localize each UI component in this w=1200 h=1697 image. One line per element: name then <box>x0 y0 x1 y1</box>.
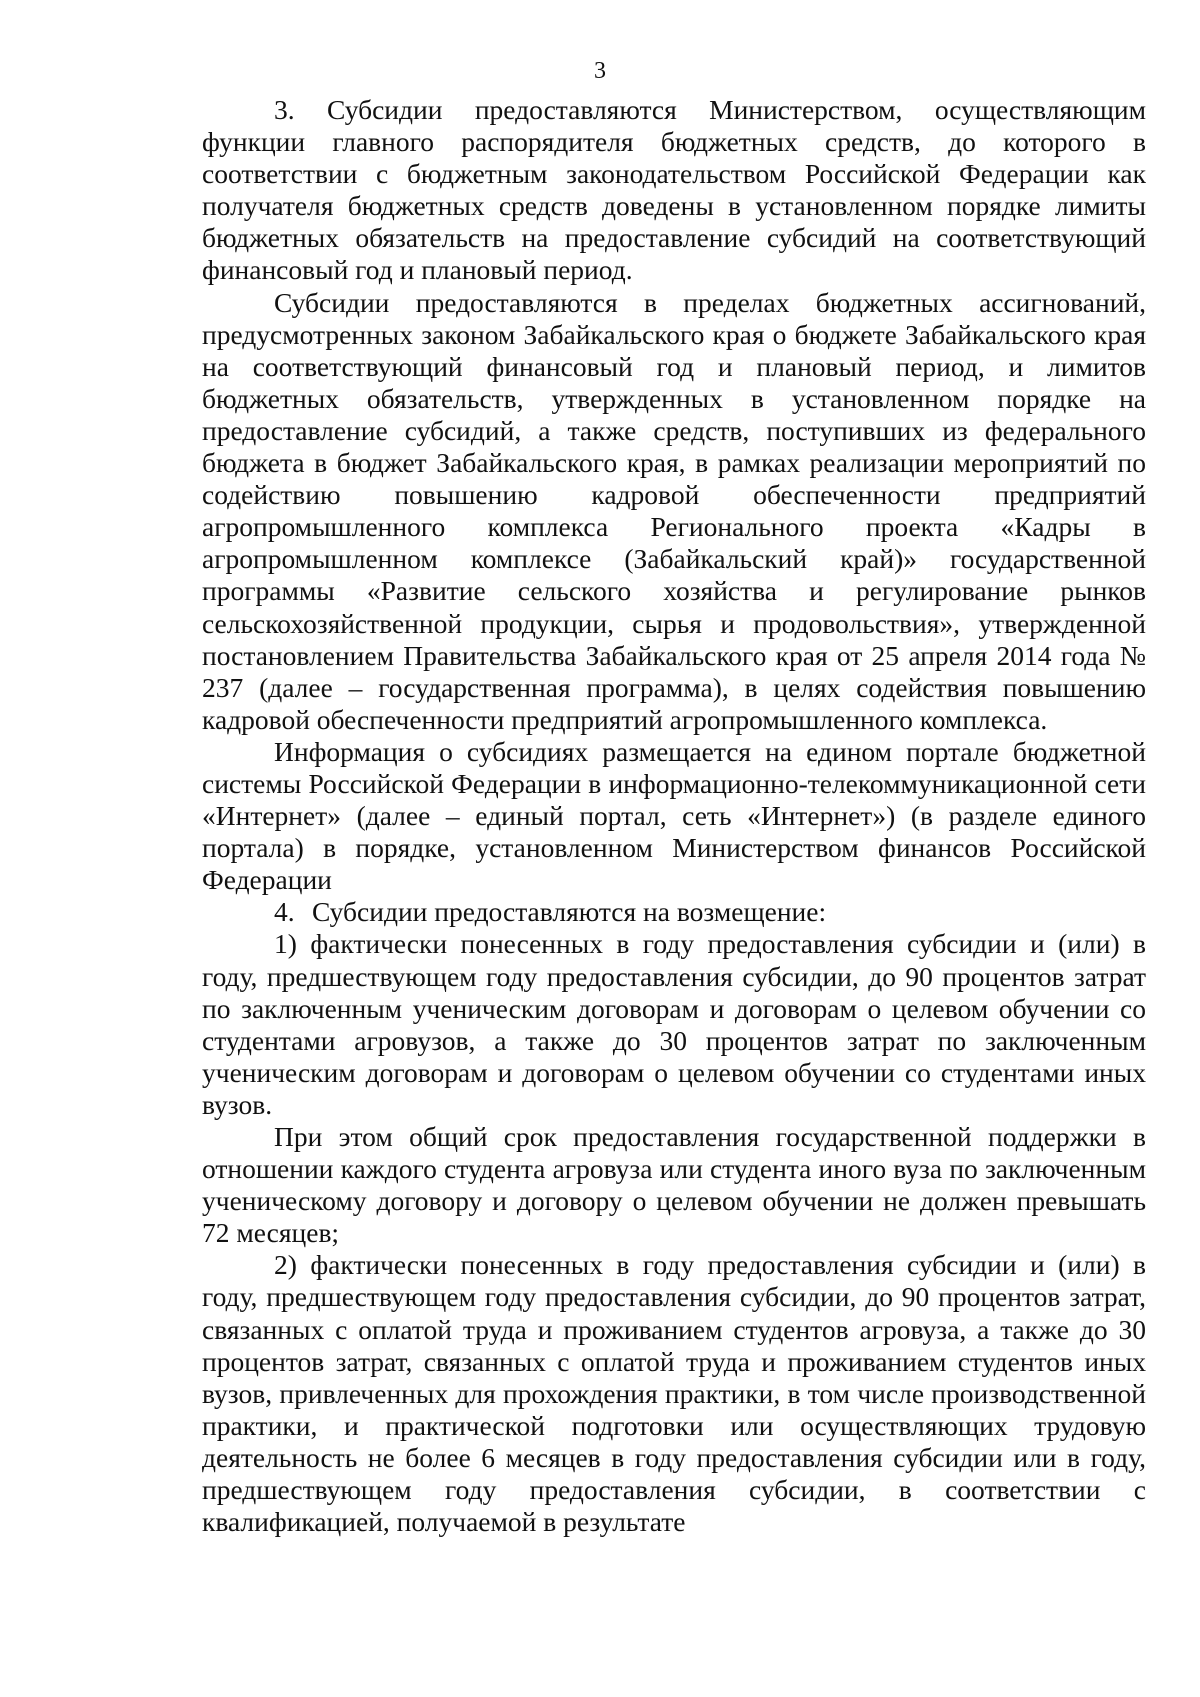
page-number: 3 <box>594 58 606 84</box>
paragraph-clause-3: 3. Субсидии предоставляются Министерством, осуществляющим функции главного распорядителя бюджетных средств, до которого в соответствии с бюджетным законодательством Российской Федерации как получателя бюджетных средств доведены в установленном порядке лимиты бюджетных обязательств на предоставление субсидий на соответствующий финансовый год и плановый период. <box>202 94 1146 286</box>
paragraph-support-term: При этом общий срок предоставления государственной поддержки в отношении каждого студента агровуза или студента иного вуза по заключенным ученическому договору и договору о целевом обучении не должен превышать 72 месяцев; <box>202 1121 1146 1249</box>
paragraph-subsidy-limits: Субсидии предоставляются в пределах бюджетных ассигнований, предусмотренных законом Забайкальского края о бюджете Забайкальского края на соответствующий финансовый год и плановый период, и лимитов бюджетных обязательств, утвержденных в установленном порядке на предоставление субсидий, а также средств, поступивших из федерального бюджета в бюджет Забайкальского края, в рамках реализации мероприятий по содействию повышению кадровой обеспеченности предприятий агропромышленного комплекса Регионального проекта «Кадры в агропромышленном комплексе (Забайкальский край)» государственной программы «Развитие сельского хозяйства и регулирование рынков сельскохозяйственной продукции, сырья и продовольствия», утвержденной постановлением Правительства Забайкальского края от 25 апреля 2014 года № 237 (далее – государственная программа), в целях содействия повышению кадровой обеспеченности предприятий агропромышленного комплекса. <box>202 286 1146 735</box>
paragraph-item-2: 2) фактически понесенных в году предоставления субсидии и (или) в году, предшествующем году предоставления субсидии, до 90 процентов затрат, связанных с оплатой труда и проживанием студентов агровуза, а также до 30 процентов затрат, связанных с оплатой труда и проживанием студентов иных вузов, привлеченных для прохождения практики, в том числе производственной практики, и практической подготовки или осуществляющих трудовую деятельность не более 6 месяцев в году предоставления субсидии или в году, предшествующем году предоставления субсидии, в соответствии с квалификацией, получаемой в результате <box>202 1249 1146 1538</box>
paragraph-clause-4: 4. Субсидии предоставляются на возмещение: <box>274 896 827 928</box>
paragraph-item-1: 1) фактически понесенных в году предоставления субсидии и (или) в году, предшествующем году предоставления субсидии, до 90 процентов затрат по заключенным ученическим договорам и договорам о целевом обучении со студентами агровузов, а также до 30 процентов затрат по заключенным ученическим договорам и договорам о целевом обучении со студентами иных вузов. <box>202 928 1146 1120</box>
paragraph-portal-information: Информация о субсидиях размещается на едином портале бюджетной системы Российской Федерации в информационно-телекоммуникационной сети «Интернет» (далее – единый портал, сеть «Интернет») (в разделе единого портала) в порядке, установленном Министерством финансов Российской Федерации <box>202 735 1146 896</box>
document-body <box>202 94 1146 1538</box>
